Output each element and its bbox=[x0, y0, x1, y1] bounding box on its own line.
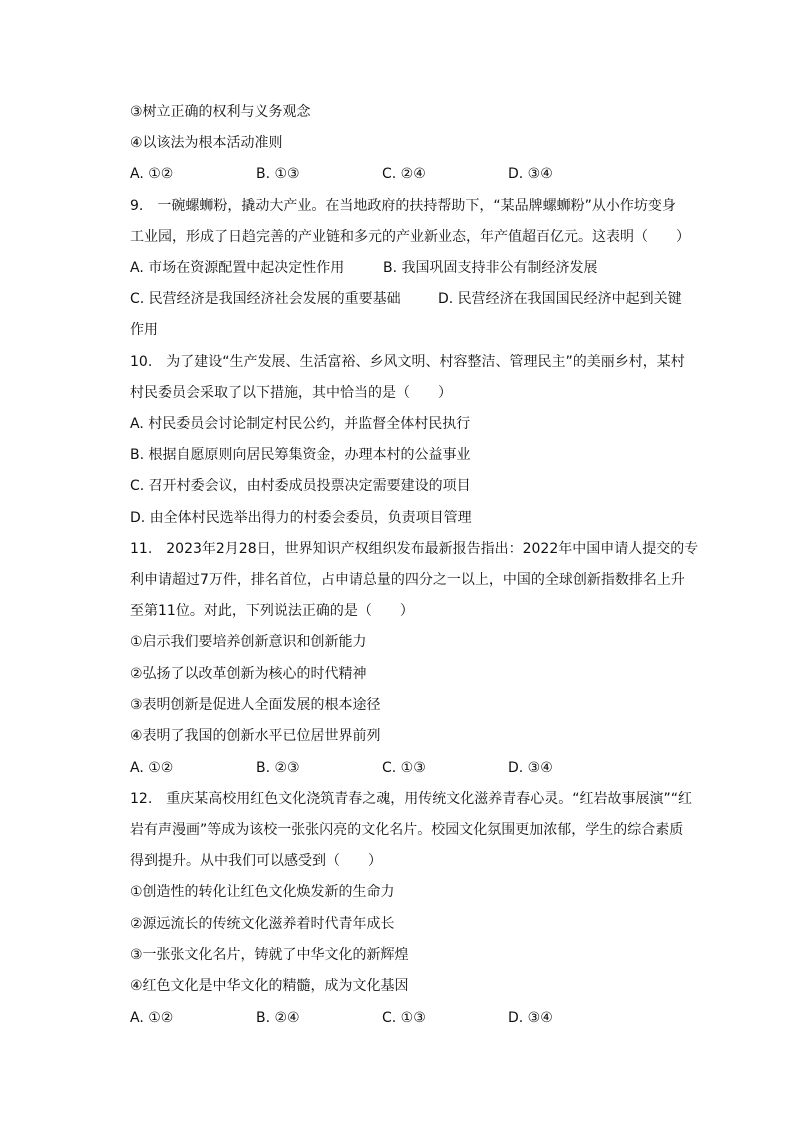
q12-choice-d: D. ③④ bbox=[508, 1010, 553, 1026]
q12-choice-c: C. ①③ bbox=[382, 1010, 426, 1026]
q9-options-cd bbox=[130, 289, 682, 309]
q12-choices bbox=[130, 1008, 670, 1028]
q9-options-ab bbox=[130, 258, 670, 278]
q11-item-3: ③表明创新是促进人全面发展的根本途径 bbox=[130, 697, 381, 713]
q12-choice-b: B. ②④ bbox=[256, 1010, 300, 1026]
q11-stem-line-2: 利申请超过7万件，排名首位，占申请总量的四分之一以上，中国的全球创新指数排名上升 bbox=[130, 572, 685, 588]
q11-item-4: ④表明了我国的创新水平已位居世界前列 bbox=[130, 728, 381, 744]
q11-item-2: ②弘扬了以改革创新为核心的时代精神 bbox=[130, 666, 367, 682]
q12-item-3: ③一张张文化名片，铸就了中华文化的新辉煌 bbox=[130, 947, 409, 963]
q12-stem-line-3: 得到提升。从中我们可以感受到（ ） bbox=[130, 853, 382, 869]
q9-stem-line-2: 工业园，形成了日趋完善的产业链和多元的产业新业态，年产值超百亿元。这表明（ ） bbox=[130, 229, 690, 245]
q11-stem-line-1: 11. 2023年2月28日，世界知识产权组织发布最新报告指出：2022年中国申请人提交的专 bbox=[130, 541, 699, 557]
q10-stem-line-1: 10. 为了建设“生产发展、生活富裕、乡风文明、村容整洁、管理民主”的美丽乡村，某村 bbox=[130, 354, 685, 370]
q11-choice-a: A. ①② bbox=[130, 760, 174, 776]
q10-option-d: D. 由全体村民选举出得力的村委会委员，负责项目管理 bbox=[130, 510, 472, 526]
q12-item-1: ①创造性的转化让红色文化焕发新的生命力 bbox=[130, 884, 395, 900]
q9-option-d: D. 民营经济在我国国民经济中起到关键 bbox=[438, 291, 682, 307]
q10-option-c: C. 召开村委会议，由村委成员投票决定需要建设的项目 bbox=[130, 478, 471, 494]
q11-choices bbox=[130, 758, 670, 778]
q9-option-b: B. 我国巩固支持非公有制经济发展 bbox=[383, 260, 598, 276]
q9-option-d-continued: 作用 bbox=[130, 322, 158, 338]
q12-stem-line-1: 12. 重庆某高校用红色文化浇筑青春之魂，用传统文化滋养青春心灵。“红岩故事展演”“红 bbox=[130, 791, 693, 807]
q11-stem-line-3: 至第11位。对此，下列说法正确的是（ ） bbox=[130, 603, 414, 619]
prev-choices bbox=[130, 164, 670, 184]
prev-choice-a: A. ①② bbox=[130, 166, 174, 182]
q12-stem-line-2: 岩有声漫画”等成为该校一张张闪亮的文化名片。校园文化氛围更加浓郁，学生的综合素质 bbox=[130, 822, 684, 838]
q10-option-a: A. 村民委员会讨论制定村民公约，并监督全体村民执行 bbox=[130, 416, 471, 432]
prev-choice-c: C. ②④ bbox=[382, 166, 426, 182]
prev-item-3: ③树立正确的权利与义务观念 bbox=[130, 104, 311, 120]
q12-choice-a: A. ①② bbox=[130, 1010, 174, 1026]
q9-option-a: A. 市场在资源配置中起决定性作用 bbox=[130, 260, 345, 276]
prev-item-4: ④以该法为根本活动准则 bbox=[130, 135, 283, 151]
prev-choice-b: B. ①③ bbox=[256, 166, 300, 182]
q11-choice-c: C. ①③ bbox=[382, 760, 426, 776]
q11-item-1: ①启示我们要培养创新意识和创新能力 bbox=[130, 634, 367, 650]
q9-stem-line-1: 9. 一碗螺蛳粉，撬动大产业。在当地政府的扶持帮助下，“某品牌螺蛳粉”从小作坊变身 bbox=[130, 198, 676, 214]
q10-option-b: B. 根据自愿原则向居民筹集资金，办理本村的公益事业 bbox=[130, 447, 471, 463]
q10-stem-line-2: 村民委员会采取了以下措施，其中恰当的是（ ） bbox=[130, 385, 452, 401]
q9-option-c: C. 民营经济是我国经济社会发展的重要基础 bbox=[130, 291, 401, 307]
q11-choice-b: B. ②③ bbox=[256, 760, 300, 776]
q11-choice-d: D. ③④ bbox=[508, 760, 553, 776]
q12-item-2: ②源远流长的传统文化滋养着时代青年成长 bbox=[130, 916, 395, 932]
prev-choice-d: D. ③④ bbox=[508, 166, 553, 182]
q12-item-4: ④红色文化是中华文化的精髓，成为文化基因 bbox=[130, 978, 409, 994]
